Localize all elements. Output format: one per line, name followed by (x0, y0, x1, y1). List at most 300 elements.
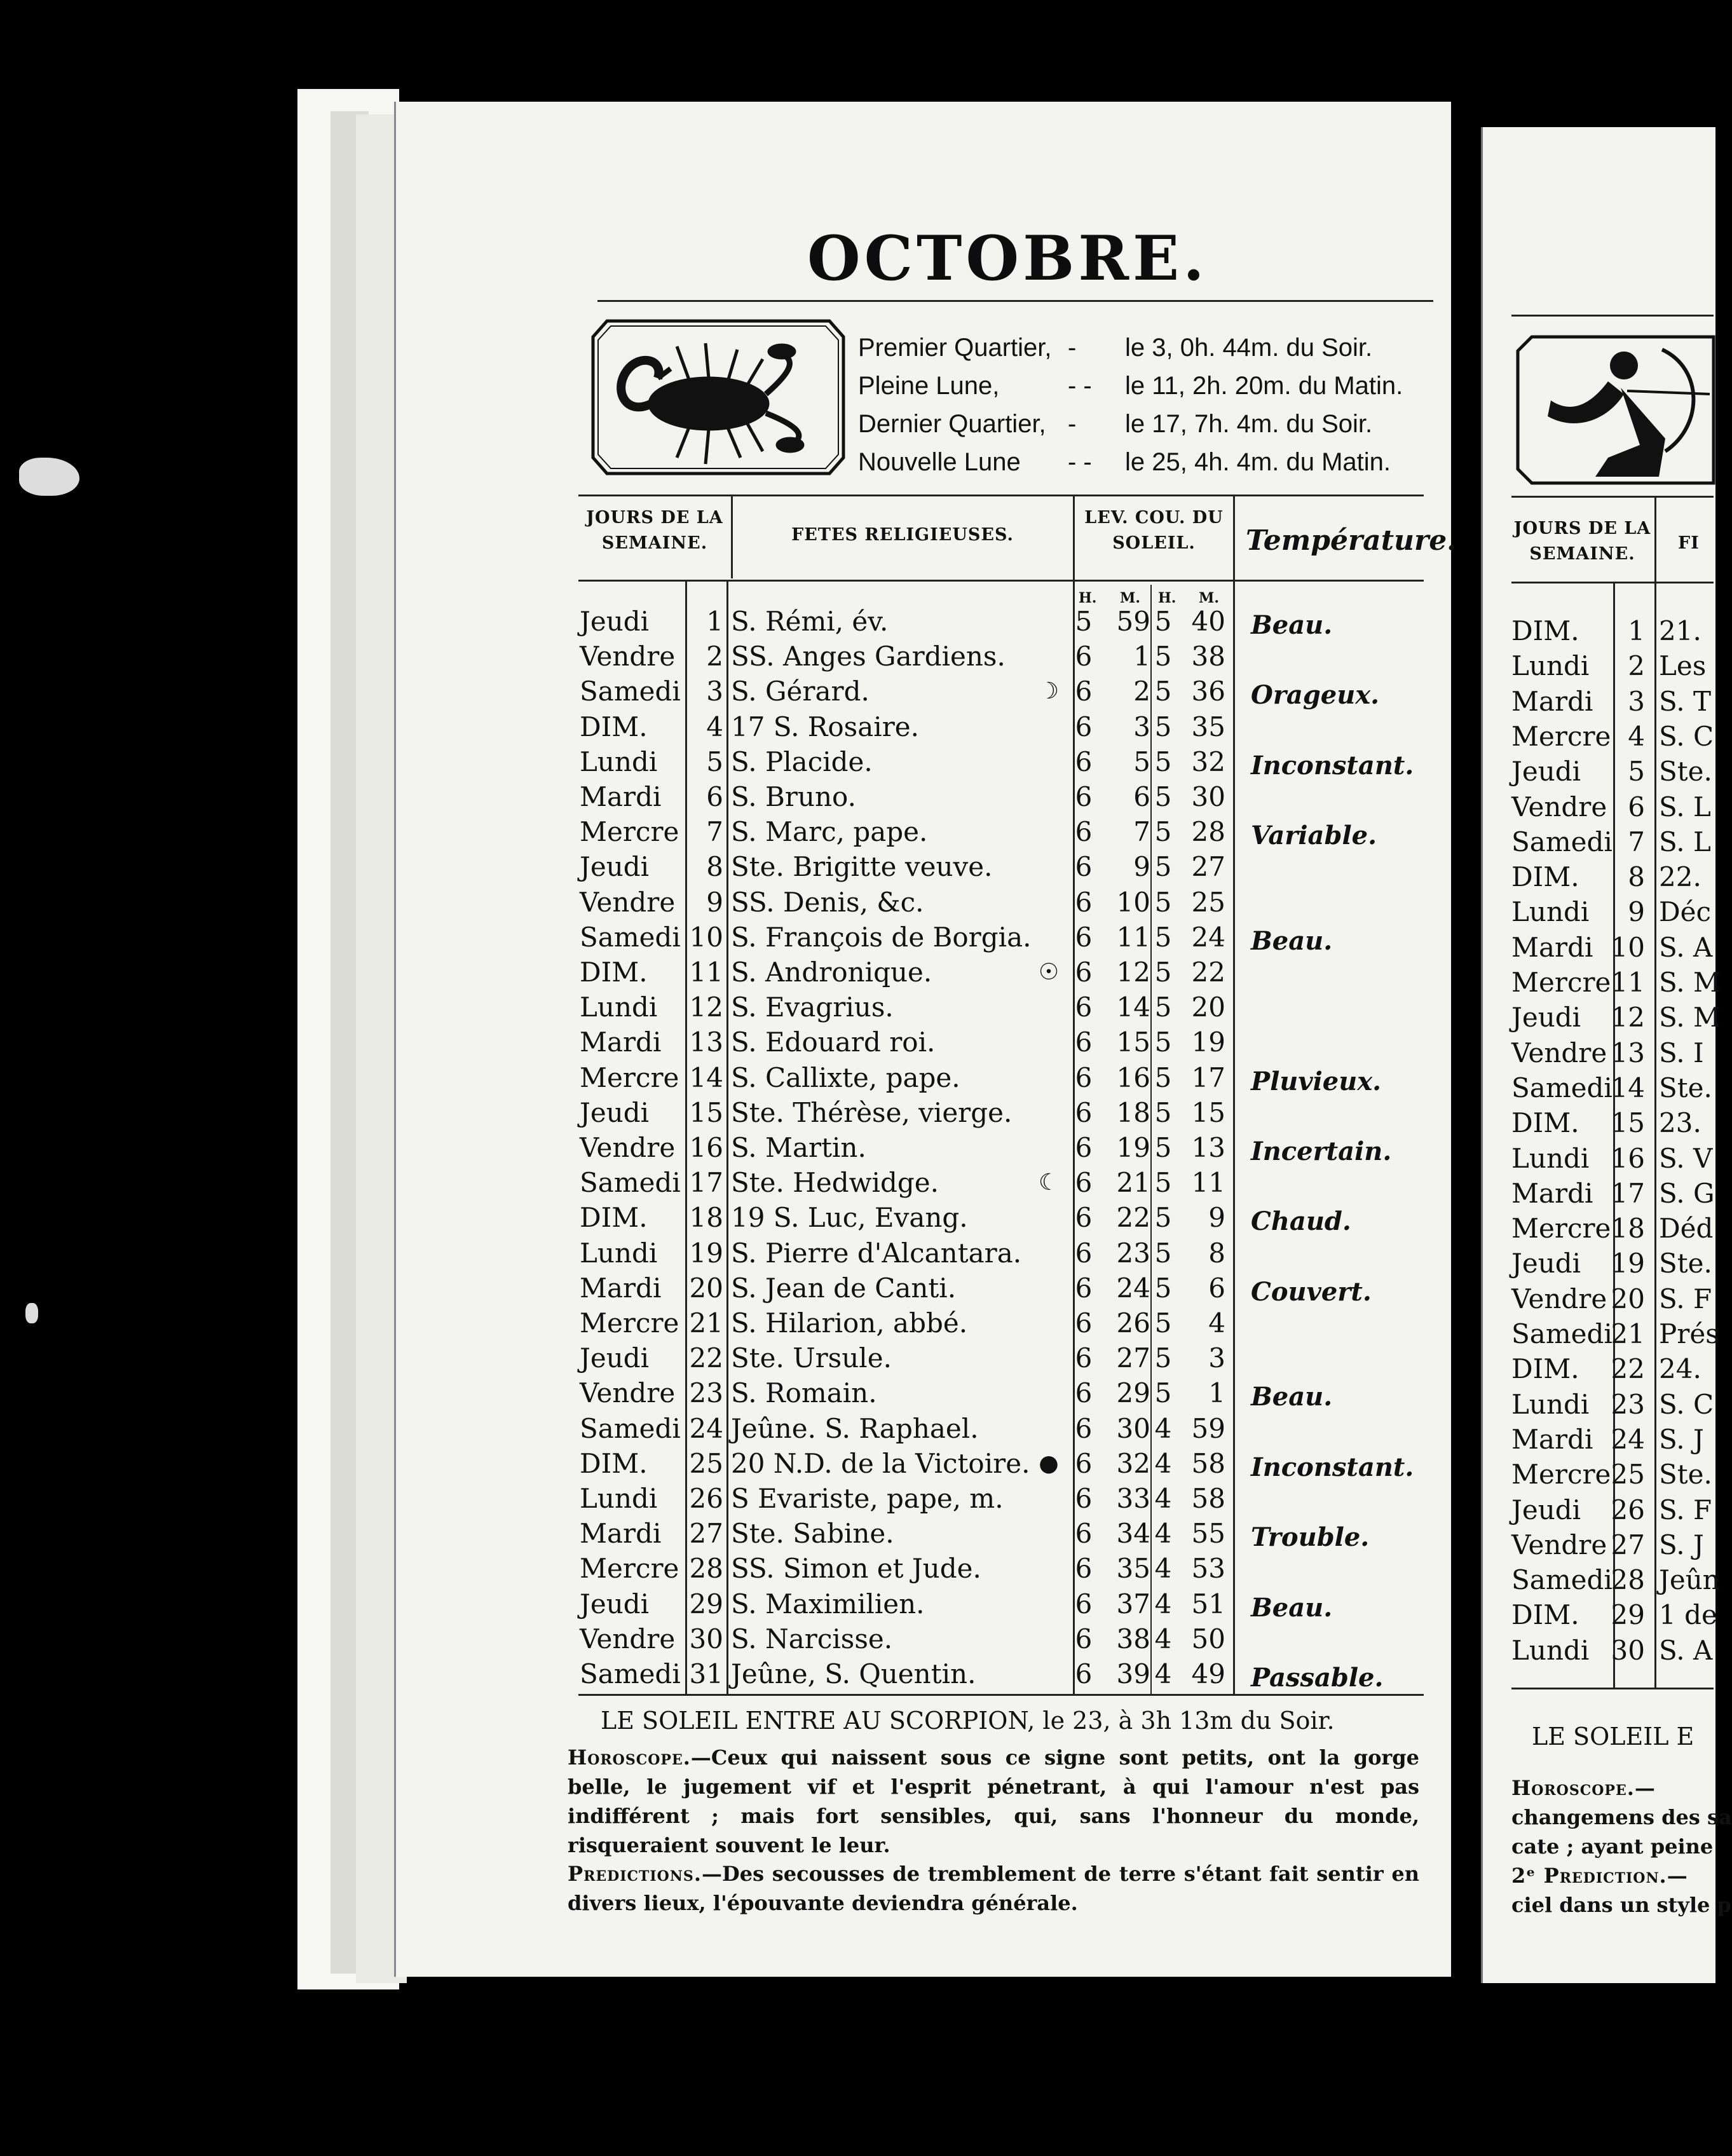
cell-day: Lundi (580, 1483, 658, 1514)
table-row (0, 709, 1714, 745)
cell-cm: 38 (1191, 641, 1225, 672)
cell-cm: 59 (1191, 1412, 1225, 1444)
table-row (0, 1060, 1714, 1096)
cell-lm: 14 (1116, 992, 1150, 1023)
cell-num: 5 (706, 746, 723, 777)
cell-num: 6 (706, 781, 723, 812)
cell-cm: 58 (1191, 1483, 1225, 1514)
cell-day: DIM. (1511, 861, 1579, 893)
cell-day: Samedi (1511, 826, 1613, 857)
cell-cm: 53 (1191, 1553, 1225, 1585)
sun-line-right: LE SOLEIL E (1532, 1723, 1694, 1750)
cell-fete: S. Andronique. (731, 957, 932, 988)
cell-lh: 6 (1075, 1307, 1093, 1339)
cell-fete: S. Gérard. (731, 676, 869, 707)
cell-num: 4 (706, 711, 723, 742)
cell-lm: 2 (1133, 676, 1150, 707)
cell-cm: 4 (1208, 1307, 1225, 1339)
cell-cm: 1 (1208, 1377, 1225, 1409)
cell-lh: 6 (1075, 1096, 1093, 1128)
cell-num: 2 (1628, 650, 1645, 682)
cell-ch: 5 (1154, 1096, 1172, 1128)
table-row (1511, 1633, 1715, 1668)
cell-lh: 6 (1075, 641, 1093, 672)
cell-cm: 32 (1191, 746, 1225, 777)
cell-ch: 5 (1154, 781, 1172, 812)
cell-day: Samedi (1511, 1072, 1613, 1103)
cell-num: 3 (706, 676, 723, 707)
cell-num: 6 (1628, 791, 1645, 822)
table-row (1511, 1457, 1715, 1492)
cell-day: Samedi (580, 1167, 681, 1199)
cell-num: 15 (1611, 1107, 1645, 1139)
cell-day: Lundi (580, 992, 658, 1023)
cell-fete: S Evariste, pape, m. (731, 1483, 1004, 1514)
table-row (0, 1200, 1714, 1236)
cell-cm: 30 (1191, 781, 1225, 812)
cell-cm: 20 (1191, 992, 1225, 1023)
cell-lm: 22 (1116, 1202, 1150, 1234)
cell-fete: S. Edouard roi. (731, 1027, 936, 1058)
table-row (0, 1306, 1714, 1341)
cell-num: 31 (689, 1658, 723, 1689)
cell-day: Lundi (1511, 1142, 1590, 1174)
cell-ch: 5 (1154, 992, 1172, 1023)
temperature-note: Beau. (1251, 1382, 1333, 1412)
horoscope-right: Horoscope.— changemens des sa cate ; ayant peine 2ᵉ Prediction.— ciel dans un style p (1511, 1776, 1732, 1917)
cell-lm: 10 (1116, 886, 1150, 918)
cell-lh: 6 (1075, 1447, 1093, 1479)
cell-day: Mercre (1511, 720, 1611, 752)
cell-lm: 7 (1133, 816, 1150, 848)
cell-ch: 5 (1154, 1272, 1172, 1304)
cell-day: Mercre (1511, 967, 1611, 998)
cell-cm: 58 (1191, 1447, 1225, 1479)
cell-num: 20 (689, 1272, 723, 1304)
rule (597, 300, 1433, 302)
cell-day: Mercre (1511, 1459, 1611, 1491)
table-row (0, 1095, 1714, 1131)
table-row (0, 1411, 1714, 1447)
cell-num: 1 (1628, 615, 1645, 646)
cell-num: 19 (689, 1237, 723, 1269)
table-top-rule (1511, 496, 1714, 498)
cell-num: 12 (689, 992, 723, 1023)
cell-lh: 6 (1075, 957, 1093, 988)
cell-cm: 6 (1208, 1272, 1225, 1304)
cell-num: 2 (706, 641, 723, 672)
cell-lm: 39 (1116, 1658, 1150, 1689)
cell-num: 26 (1611, 1494, 1645, 1525)
cell-num: 14 (689, 1061, 723, 1093)
cell-text: 22. (1659, 861, 1701, 893)
cell-day: Jeudi (580, 1342, 650, 1374)
cell-ch: 5 (1154, 886, 1172, 918)
cell-ch: 4 (1154, 1623, 1172, 1655)
cell-fete: Ste. Hedwidge. (731, 1167, 939, 1199)
cell-lm: 16 (1116, 1061, 1150, 1093)
table-row (0, 814, 1714, 850)
cell-ch: 5 (1154, 1237, 1172, 1269)
horoscope-text: —Ceux qui naissent sous ce signe sont petits, ont la gorge belle, le jugement vif et l'esprit pénetrant, à qui l'amour n'est pas indifférent ; mais fort sensibles, qui, sans l'honneur du monde, risqueraient souvent le leur. (568, 1745, 1419, 1857)
header-jours-right: JOURS DE LA SEMAINE. (1513, 519, 1651, 564)
cell-text: S. A (1659, 1634, 1713, 1666)
cell-lm: 3 (1133, 711, 1150, 742)
cell-lh: 6 (1075, 992, 1093, 1023)
temperature-note: Variable. (1251, 821, 1377, 851)
table-row (1511, 648, 1715, 684)
cell-ch: 5 (1154, 746, 1172, 777)
cell-lm: 38 (1116, 1623, 1150, 1655)
cell-day: Mercre (580, 1553, 679, 1585)
cell-cm: 35 (1191, 711, 1225, 742)
cell-ch: 5 (1154, 1027, 1172, 1058)
cell-text: S. V (1659, 1142, 1713, 1174)
cell-num: 23 (689, 1377, 723, 1409)
cell-lh: 6 (1075, 816, 1093, 848)
table-row (0, 849, 1714, 885)
cell-ch: 5 (1154, 816, 1172, 848)
cell-fete: 20 N.D. de la Victoire. (731, 1447, 1030, 1479)
cell-day: Samedi (580, 1658, 681, 1689)
cell-day: Vendre (1511, 791, 1607, 822)
table-row (0, 1516, 1714, 1552)
cell-lh: 6 (1075, 1202, 1093, 1234)
cell-ch: 5 (1154, 1377, 1172, 1409)
table-row (1511, 824, 1715, 860)
header-fetes: FETES RELIGIEUSES. (791, 525, 1014, 545)
cell-day: Lundi (1511, 896, 1590, 928)
cell-text: 21. (1659, 615, 1701, 646)
cell-cm: 51 (1191, 1588, 1225, 1620)
cell-num: 12 (1611, 1002, 1645, 1034)
cell-cm: 11 (1191, 1167, 1225, 1199)
cell-day: Lundi (1511, 650, 1590, 682)
cell-lm: 32 (1116, 1447, 1150, 1479)
cell-cm: 22 (1191, 957, 1225, 988)
cell-fete: SS. Anges Gardiens. (731, 641, 1006, 672)
cell-num: 21 (1611, 1318, 1645, 1349)
table-row (1511, 1035, 1715, 1071)
cell-num: 10 (1611, 931, 1645, 963)
cell-num: 11 (1611, 967, 1645, 998)
table-row (0, 604, 1714, 639)
cell-cm: 9 (1208, 1202, 1225, 1234)
cell-fete: S. Pierre d'Alcantara. (731, 1237, 1022, 1269)
table-row (0, 1341, 1714, 1376)
cell-lh: 6 (1075, 1167, 1093, 1199)
cell-text: Les (1659, 650, 1707, 682)
table-row (1511, 719, 1715, 754)
table-row (1511, 1316, 1719, 1352)
cell-fete: S. Rémi, év. (731, 606, 889, 637)
cell-lm: 6 (1133, 781, 1150, 812)
cell-cm: 55 (1191, 1518, 1225, 1550)
cell-fete: 19 S. Luc, Evang. (731, 1202, 968, 1234)
cell-day: Jeudi (580, 1096, 650, 1128)
archer-icon (1548, 350, 1710, 477)
table-row (1511, 1597, 1715, 1633)
header-soleil: LEV. COU. DU SOLEIL. (1084, 508, 1224, 553)
cell-day: Vendre (1511, 1037, 1607, 1068)
table-row (1511, 1281, 1715, 1317)
cell-lm: 19 (1116, 1132, 1150, 1163)
cell-num: 18 (689, 1202, 723, 1234)
cell-num: 24 (689, 1412, 723, 1444)
cell-fete: Ste. Ursule. (731, 1342, 892, 1374)
table-row (0, 1236, 1714, 1271)
cell-ch: 5 (1154, 851, 1172, 883)
cell-day: Vendre (580, 641, 676, 672)
table-row (1511, 930, 1715, 965)
cell-lh: 6 (1075, 1132, 1093, 1163)
cell-lh: 6 (1075, 1272, 1093, 1304)
cell-fete: Ste. Thérèse, vierge. (731, 1096, 1013, 1128)
table-row (0, 779, 1714, 815)
cell-lm: 21 (1116, 1167, 1150, 1199)
cell-day: Mercre (580, 1061, 679, 1093)
cell-lm: 30 (1116, 1412, 1150, 1444)
cell-fete: S. Evagrius. (731, 992, 894, 1023)
cell-day: Mercre (580, 816, 679, 848)
cell-cm: 50 (1191, 1623, 1225, 1655)
cell-day: Vendre (1511, 1529, 1607, 1560)
table-row (0, 1481, 1714, 1517)
cell-day: Mardi (1511, 1177, 1593, 1209)
table-row (1511, 1246, 1715, 1281)
cell-day: Lundi (1511, 1388, 1590, 1420)
cell-fete: S. Martin. (731, 1132, 866, 1163)
header-bottom-rule (1511, 582, 1714, 583)
table-row (1511, 1387, 1715, 1423)
table-row (1511, 1492, 1715, 1528)
cell-day: Samedi (580, 1412, 681, 1444)
cell-fete: S. Narcisse. (731, 1623, 893, 1655)
cell-num: 10 (689, 921, 723, 953)
cell-ch: 5 (1154, 1132, 1172, 1163)
cell-text: Jeûn (1659, 1564, 1720, 1596)
cell-lh: 6 (1075, 1342, 1093, 1374)
cell-fete: S. Hilarion, abbé. (731, 1307, 968, 1339)
temperature-note: Inconstant. (1251, 1452, 1414, 1482)
cell-ch: 5 (1154, 1061, 1172, 1093)
table-row (1511, 894, 1715, 930)
table-row (0, 955, 1714, 990)
header-bottom-rule (578, 580, 1424, 582)
cell-num: 13 (689, 1027, 723, 1058)
cell-cm: 8 (1208, 1237, 1225, 1269)
cell-day: DIM. (1511, 1107, 1579, 1139)
cell-lh: 6 (1075, 1237, 1093, 1269)
cell-text: S. F (1659, 1283, 1712, 1314)
cell-fete: 17 S. Rosaire. (731, 711, 919, 742)
temperature-note: Incertain. (1251, 1136, 1392, 1166)
cell-fete: SS. Simon et Jude. (731, 1553, 981, 1585)
hm-label: M. (1199, 590, 1220, 606)
table-row (0, 885, 1714, 920)
cell-lh: 6 (1075, 921, 1093, 953)
cell-text: S. A (1659, 931, 1713, 963)
table-row (0, 1271, 1714, 1306)
cell-text: Ste. (1659, 1072, 1712, 1103)
cell-day: Lundi (1511, 1634, 1590, 1666)
hm-label: H. (1158, 590, 1176, 606)
scorpio-emblem (588, 315, 849, 480)
cell-text: S. I (1659, 1037, 1704, 1068)
col-rule (731, 496, 733, 578)
predictions-label: Predictions. (568, 1862, 702, 1886)
paper-scrap (19, 458, 79, 496)
cell-text: S. G (1659, 1177, 1715, 1209)
cell-num: 25 (689, 1447, 723, 1479)
rule (1511, 315, 1714, 317)
cell-fete: Jeûne, S. Quentin. (731, 1658, 976, 1689)
cell-day: Jeudi (580, 1588, 650, 1620)
cell-day: Mardi (580, 781, 662, 812)
cell-fete: SS. Denis, &c. (731, 886, 924, 918)
table-row (1511, 789, 1715, 825)
cell-cm: 15 (1191, 1096, 1225, 1128)
table-row (1511, 1176, 1715, 1211)
cell-num: 15 (689, 1096, 723, 1128)
cell-ch: 5 (1154, 711, 1172, 742)
cell-num: 22 (689, 1342, 723, 1374)
cell-lh: 6 (1075, 1061, 1093, 1093)
cell-text: S. C (1659, 1388, 1714, 1420)
sun-enters-scorpio: LE SOLEIL ENTRE AU SCORPION, le 23, à 3h 13m du Soir. (601, 1707, 1335, 1735)
cell-ch: 5 (1154, 641, 1172, 672)
cell-lm: 59 (1116, 606, 1150, 637)
predictions-text: —Des secousses de tremblement de terre s'étant fait sentir en divers lieux, l'épouvante deviendra générale. (568, 1862, 1419, 1915)
cell-num: 7 (1628, 826, 1645, 857)
temperature-note: Chaud. (1251, 1206, 1351, 1237)
cell-day: DIM. (1511, 1353, 1579, 1385)
cell-num: 28 (1611, 1564, 1645, 1596)
cell-fete: Ste. Sabine. (731, 1518, 894, 1550)
cell-cm: 24 (1191, 921, 1225, 953)
cell-num: 9 (706, 886, 723, 918)
cell-num: 17 (689, 1167, 723, 1199)
cell-num: 22 (1611, 1353, 1645, 1385)
cell-day: Mardi (580, 1518, 662, 1550)
cell-num: 16 (1611, 1142, 1645, 1174)
cell-lh: 6 (1075, 886, 1093, 918)
cell-text: S. J (1659, 1529, 1704, 1560)
cell-day: Samedi (1511, 1564, 1613, 1596)
table-row (1511, 965, 1721, 1000)
cell-num: 14 (1611, 1072, 1645, 1103)
scorpion-icon (621, 343, 804, 464)
temperature-note: Beau. (1251, 1592, 1333, 1623)
cell-lm: 34 (1116, 1518, 1150, 1550)
cell-num: 8 (1628, 861, 1645, 893)
cell-cm: 3 (1208, 1342, 1225, 1374)
cell-fete: S. Romain. (731, 1377, 877, 1409)
cell-ch: 5 (1154, 676, 1172, 707)
table-row (1511, 1000, 1721, 1035)
cell-ch: 4 (1154, 1588, 1172, 1620)
cell-day: Vendre (580, 1623, 676, 1655)
cell-num: 9 (1628, 896, 1645, 928)
cell-sym: ● (1039, 1450, 1059, 1477)
cell-num: 18 (1611, 1213, 1645, 1245)
table-row (1511, 754, 1715, 789)
cell-num: 19 (1611, 1248, 1645, 1279)
table-row (0, 1025, 1714, 1060)
cell-day: DIM. (1511, 615, 1579, 646)
cell-num: 7 (706, 816, 723, 848)
cell-day: DIM. (1511, 1599, 1579, 1631)
cell-ch: 5 (1154, 1202, 1172, 1234)
cell-cm: 49 (1191, 1658, 1225, 1689)
horoscope-label: Horoscope. (568, 1745, 691, 1770)
table-row (0, 674, 1714, 709)
cell-lm: 26 (1116, 1307, 1150, 1339)
cell-text: Déc (1659, 896, 1712, 928)
table-bottom-rule (1511, 1688, 1714, 1689)
cell-day: DIM. (580, 1447, 648, 1479)
header-jours: JOURS DE LA SEMAINE. (586, 508, 723, 553)
table-row (0, 1130, 1714, 1166)
table-row (0, 639, 1714, 674)
cell-text: S. M (1659, 967, 1721, 998)
table-row (1511, 1527, 1715, 1563)
cell-fete: S. François de Borgia. (731, 921, 1032, 953)
temperature-note: Inconstant. (1251, 750, 1414, 781)
hm-label: M. (1120, 590, 1141, 606)
cell-lm: 33 (1116, 1483, 1150, 1514)
cell-lm: 12 (1116, 957, 1150, 988)
cell-num: 30 (689, 1623, 723, 1655)
table-row (1511, 1351, 1715, 1387)
cell-day: Mardi (580, 1027, 662, 1058)
cell-day: Jeudi (580, 606, 650, 637)
cell-lm: 37 (1116, 1588, 1150, 1620)
table-row (0, 1446, 1714, 1482)
cell-ch: 5 (1154, 606, 1172, 637)
cell-day: Vendre (580, 886, 676, 918)
cell-num: 5 (1628, 756, 1645, 788)
cell-ch: 4 (1154, 1447, 1172, 1479)
cell-lh: 6 (1075, 1658, 1093, 1689)
cell-day: Mercre (580, 1307, 679, 1339)
cell-num: 29 (1611, 1599, 1645, 1631)
cell-ch: 5 (1154, 1342, 1172, 1374)
cell-cm: 19 (1191, 1027, 1225, 1058)
cell-fete: S. Maximilien. (731, 1588, 925, 1620)
temperature-note: Couvert. (1251, 1276, 1372, 1307)
table-row (0, 744, 1714, 780)
table-row (0, 1375, 1714, 1411)
table-row (1511, 684, 1715, 720)
cell-lm: 29 (1116, 1377, 1150, 1409)
cell-lm: 27 (1116, 1342, 1150, 1374)
cell-lm: 18 (1116, 1096, 1150, 1128)
cell-cm: 25 (1191, 886, 1225, 918)
cell-text: Déd (1659, 1213, 1714, 1245)
sagittarius-emblem (1513, 331, 1714, 489)
table-row (0, 990, 1714, 1025)
cell-day: Samedi (580, 921, 681, 953)
cell-num: 8 (706, 851, 723, 883)
table-top-rule (578, 495, 1424, 496)
table-row (1511, 1422, 1715, 1457)
table-bottom-rule (578, 1694, 1424, 1696)
cell-ch: 4 (1154, 1412, 1172, 1444)
cell-cm: 28 (1191, 816, 1225, 848)
table-row (0, 1621, 1714, 1657)
cell-num: 23 (1611, 1388, 1645, 1420)
